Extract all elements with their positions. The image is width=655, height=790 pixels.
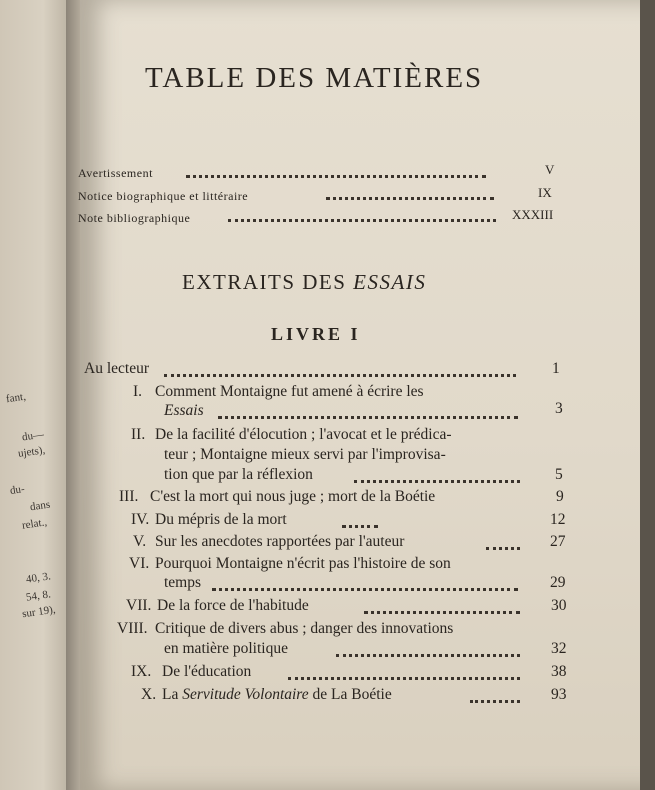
entry-text: Comment Montaigne fut amené à écrire les xyxy=(155,383,424,400)
entry-number: V. xyxy=(133,533,147,550)
entry-text: teur ; Montaigne mieux servi par l'improvisa- xyxy=(164,446,446,463)
entry-page: 1 xyxy=(552,360,560,377)
entry-page: 27 xyxy=(550,533,566,550)
entry-text: tion que par la réflexion xyxy=(164,466,313,483)
left-page-fragment: fant, xyxy=(5,390,27,406)
entry-page: XXXIII xyxy=(512,207,554,222)
entry-text: en matière politique xyxy=(164,640,288,657)
dot-leader xyxy=(364,611,520,614)
entry-label: Note bibliographique xyxy=(78,211,191,225)
entry-text: La Servitude Volontaire de La Boétie xyxy=(162,686,392,703)
left-page-fragment: 54, 8. xyxy=(25,588,52,604)
entry-number: VI. xyxy=(129,555,150,572)
entry-page: 29 xyxy=(550,574,566,591)
entry-text: Du mépris de la mort xyxy=(155,511,287,528)
entry-label: Notice biographique et littéraire xyxy=(78,189,249,203)
dot-leader xyxy=(164,374,516,377)
entry-number: X. xyxy=(141,686,157,703)
entry-text-italic: Essais xyxy=(164,402,204,419)
entry-text: Sur les anecdotes rapportées par l'auteur xyxy=(155,533,405,550)
entry-page: IX xyxy=(538,185,552,200)
entry-number: II. xyxy=(131,426,146,443)
dot-leader xyxy=(228,219,496,222)
entry-number: I. xyxy=(133,383,143,400)
book-heading: LIVRE I xyxy=(271,324,361,344)
section-title-italic: ESSAIS xyxy=(353,270,427,294)
entry-page: 38 xyxy=(551,663,567,680)
dot-leader xyxy=(288,677,520,680)
entry-page: 9 xyxy=(556,488,564,505)
dot-leader xyxy=(212,588,518,591)
entry-number: IV. xyxy=(131,511,150,528)
facing-page xyxy=(0,0,72,790)
section-title xyxy=(182,270,426,295)
dot-leader xyxy=(486,547,520,550)
entry-number: III. xyxy=(119,488,139,505)
entry-text: C'est la mort qui nous juge ; mort de la Boétie xyxy=(150,488,436,505)
entry-page: 5 xyxy=(555,466,563,483)
left-page-fragment: du- xyxy=(9,483,26,497)
dot-leader xyxy=(218,416,518,419)
entry-number: VIII. xyxy=(117,620,148,637)
dot-leader xyxy=(336,654,520,657)
dot-leader xyxy=(354,480,520,483)
entry-page: 3 xyxy=(555,400,563,417)
entry-text: De l'éducation xyxy=(162,663,252,680)
entry-page: 32 xyxy=(551,640,567,657)
section-title-prefix: EXTRAITS DES xyxy=(182,270,347,294)
page-edge-shadow xyxy=(640,0,655,790)
entry-text: Au lecteur xyxy=(84,360,149,377)
entry-label: Avertissement xyxy=(78,166,153,180)
left-page-fragment: dans xyxy=(29,498,51,514)
entry-text: De la force de l'habitude xyxy=(157,597,309,614)
page-title: TABLE DES MATIÈRES xyxy=(145,62,484,94)
left-page-fragment: sur 19), xyxy=(21,603,57,621)
entry-text: temps xyxy=(164,574,202,591)
entry-number: IX. xyxy=(131,663,152,680)
entry-page: 30 xyxy=(551,597,567,614)
entry-text: Critique de divers abus ; danger des innovations xyxy=(155,620,454,637)
entry-text: De la facilité d'élocution ; l'avocat et le prédica- xyxy=(155,426,452,443)
dot-leader xyxy=(326,197,494,200)
left-page-fragment: relat., xyxy=(21,516,48,532)
entry-page: 93 xyxy=(551,686,567,703)
entry-page: V xyxy=(545,162,555,177)
dot-leader xyxy=(186,175,486,178)
dot-leader xyxy=(470,700,520,703)
left-page-fragment: ujets), xyxy=(17,444,46,460)
entry-text: Pourquoi Montaigne n'écrit pas l'histoire de son xyxy=(155,555,451,572)
entry-page: 12 xyxy=(550,511,566,528)
entry-number: VII. xyxy=(126,597,152,614)
dot-leader xyxy=(342,525,378,528)
left-page-fragment: 40, 3. xyxy=(25,570,52,586)
left-page-fragment: du— xyxy=(21,428,45,444)
